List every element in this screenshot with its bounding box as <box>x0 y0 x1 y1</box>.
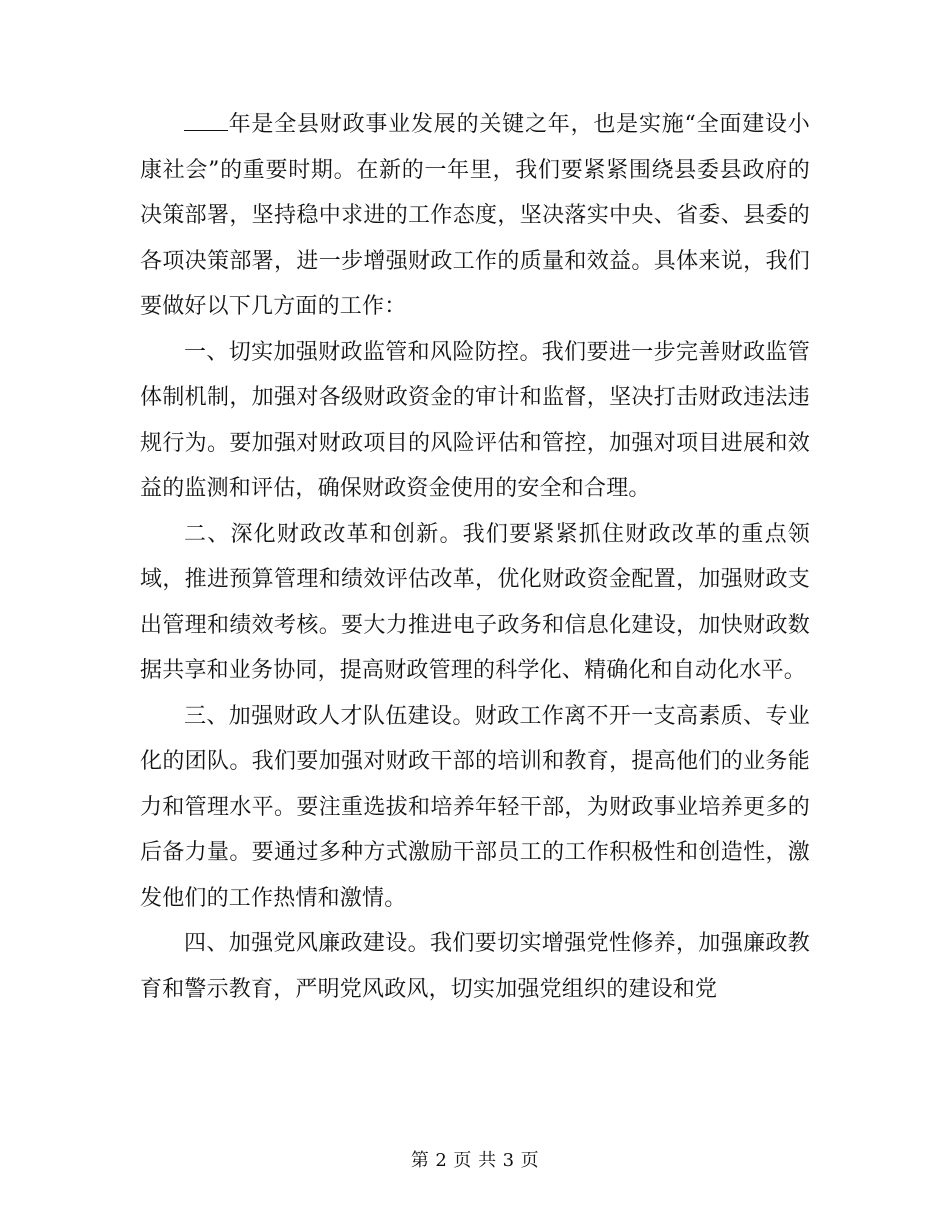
paragraph-section-3 <box>140 694 810 922</box>
page-number-total: 3 <box>502 1150 515 1171</box>
paragraph-intro <box>140 102 810 330</box>
page-label-mid: 页 共 <box>453 1150 497 1171</box>
paragraph-text: 一、切实加强财政监管和风险防控。我们要进一步完善财政监管体制机制，加强对各级财政资金的审计和监督，坚决打击财政违法违规行为。要加强对财政项目的风险评估和管控，加强对项目进展和效益的监测和评估，确保财政资金使用的安全和合理。 <box>140 339 810 501</box>
paragraph-section-4 <box>140 921 810 1012</box>
paragraph-text: 三、加强财政人才队伍建设。财政工作离不开一支高素质、专业化的团队。我们要加强对财政干部的培训和教育，提高他们的业务能力和管理水平。要注重选拔和培养年轻干部，为财政事业培养更多的后备力量。要通过多种方式激励干部员工的工作积极性和创造性，激发他们的工作热情和激情。 <box>140 703 810 911</box>
page-footer <box>0 1146 950 1172</box>
page-label-post: 页 <box>520 1150 540 1171</box>
paragraph-section-2 <box>140 512 810 694</box>
fill-in-blank <box>184 112 228 131</box>
paragraph-text: 四、加强党风廉政建设。我们要切实增强党性修养，加强廉政教育和警示教育，严明党风政风，切实加强党组织的建设和党 <box>140 931 810 1002</box>
paragraph-section-1 <box>140 330 810 512</box>
document-body <box>140 102 810 1012</box>
paragraph-text: 二、深化财政改革和创新。我们要紧紧抓住财政改革的重点领域，推进预算管理和绩效评估改革，优化财政资金配置，加强财政支出管理和绩效考核。要大力推进电子政务和信息化建设，加快财政数据共享和业务协同，提高财政管理的科学化、精确化和自动化水平。 <box>140 521 810 683</box>
page-label-pre: 第 <box>410 1150 430 1171</box>
page-number-current: 2 <box>435 1150 448 1171</box>
paragraph-text: 年是全县财政事业发展的关键之年，也是实施“全面建设小康社会”的重要时期。在新的一年里，我们要紧紧围绕县委县政府的决策部署，坚持稳中求进的工作态度，坚决落实中央、省委、县委的各项决策部署，进一步增强财政工作的质量和效益。具体来说，我们要做好以下几方面的工作： <box>140 112 810 319</box>
